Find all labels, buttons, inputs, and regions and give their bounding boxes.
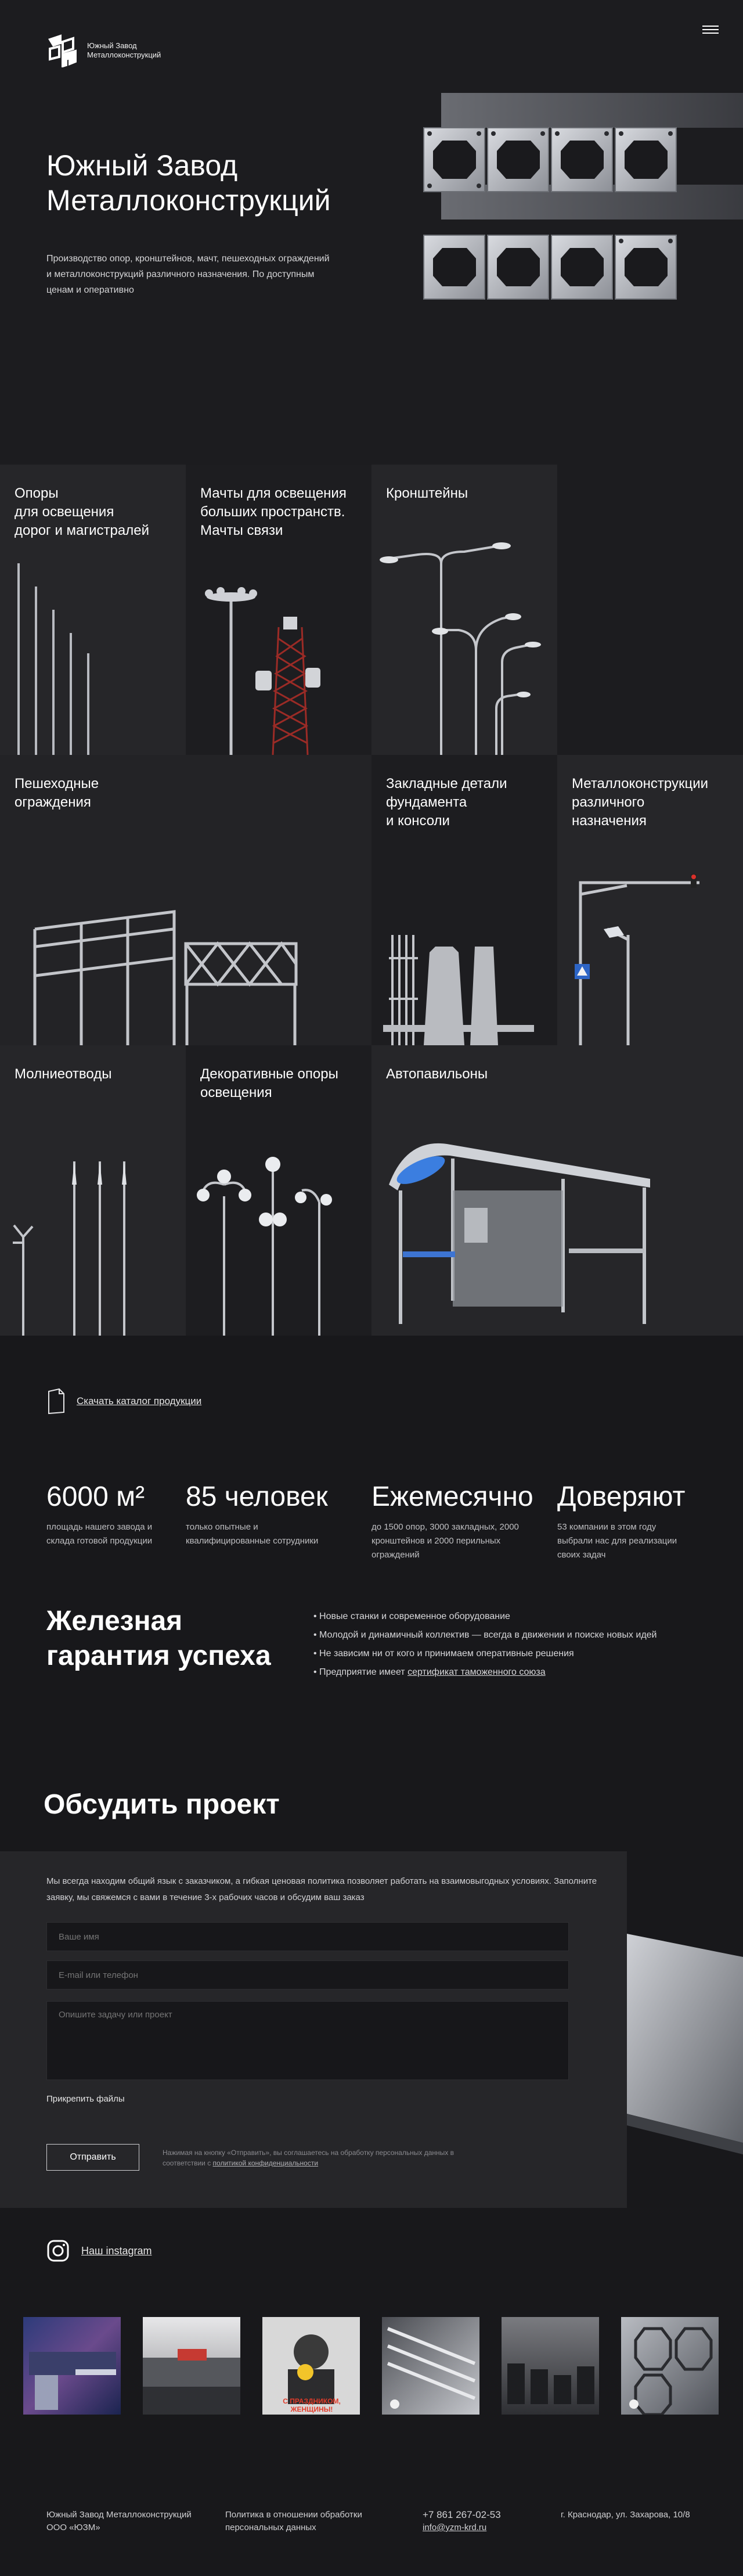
tile-pedestrian-fences[interactable]: [0, 755, 372, 1045]
logo-mark-icon: [46, 34, 80, 67]
tile-title: [15, 1065, 111, 1084]
personal-data-policy-link[interactable]: [225, 2509, 362, 2534]
brackets-image: [372, 465, 557, 755]
tile-lighting-poles[interactable]: [0, 465, 186, 755]
hero-description: Производство опор, кронштейнов, мачт, пешеходных ограждений и металлоконструкций различного назначения. По доступным ценам и оперативно: [46, 254, 330, 295]
document-download-icon: [46, 1388, 66, 1415]
tile-title-line: Опоры: [15, 485, 59, 501]
lightning-rods-image: [0, 1045, 186, 1336]
metal-sheets-image: [627, 1922, 743, 2166]
download-catalog-label: Скачать каталог продукции: [77, 1395, 202, 1406]
download-catalog-link[interactable]: [46, 1388, 201, 1415]
bus-shelter-image: [372, 1045, 743, 1336]
photo-caption: С ПРАЗДНИКОМ, ЖЕНЩИНЫ!: [283, 2397, 341, 2413]
tile-title-line: Мачты для освещения: [200, 485, 347, 501]
tile-title: [572, 775, 708, 830]
tile-title-line: Мачты связи: [200, 523, 283, 538]
contact-field[interactable]: [46, 1960, 569, 1989]
tile-title-line: фундамента: [386, 794, 467, 810]
tile-title: [15, 775, 99, 812]
instagram-icon: [46, 2239, 70, 2262]
guarantee-title-line2: гарантия успеха: [46, 1640, 271, 1671]
stat-value: 6000 м²: [46, 1481, 145, 1512]
guarantee-list: [313, 1607, 720, 1682]
page-title-line2: Металлоконструкций: [46, 184, 331, 217]
tile-title: [15, 484, 149, 540]
guarantee-item-text: Предприятие имеет: [319, 1667, 408, 1677]
tile-empty: [557, 465, 743, 755]
customs-certificate-link[interactable]: сертификат таможенного союза: [407, 1667, 546, 1677]
guarantee-item: • Молодой и динамичный коллектив — всегда в движении и поиске новых идей: [313, 1626, 720, 1645]
tile-title-line: и консоли: [386, 813, 450, 829]
tile-title-line: Декоративные опоры: [200, 1066, 338, 1082]
guarantee-item: • Не зависим ни от кого и принимаем оперативные решения: [313, 1645, 720, 1663]
company-legal-name: ООО «ЮЗМ»: [46, 2523, 100, 2532]
tile-decorative-poles[interactable]: [186, 1045, 372, 1336]
stat-trust: [557, 1480, 731, 1562]
footer-address: г. Краснодар, ул. Захарова, 10/8: [561, 2510, 690, 2520]
tile-title-line: Металлоконструкции: [572, 776, 709, 791]
stat-description: только опытные и квалифицированные сотрудники: [186, 1522, 319, 1546]
guarantee-item: • Новые станки и современное оборудование: [313, 1607, 720, 1626]
consent-prefix: Нажимая на кнопку «Отправить», вы соглашаетесь на обработку персональных данных в соответствии с: [163, 2149, 454, 2167]
instagram-photo[interactable]: [502, 2317, 599, 2415]
tile-title-line: Автопавильоны: [386, 1066, 488, 1082]
guarantee-item: [313, 1663, 720, 1682]
logo-text: [87, 41, 161, 60]
factory-machine-image: [23, 2317, 121, 2415]
company-name: Южный Завод Металлоконструкций: [46, 2510, 192, 2520]
tile-bus-shelters[interactable]: [372, 1045, 743, 1336]
tile-title-line: Кронштейны: [386, 485, 468, 501]
policy-line2: персональных данных: [225, 2523, 316, 2532]
stat-monthly: [372, 1480, 546, 1562]
footer-contacts: [423, 2509, 501, 2534]
tile-title: [200, 484, 347, 540]
instagram-photo[interactable]: [621, 2317, 719, 2415]
tile-title: [386, 484, 468, 503]
form-intro-text: Мы всегда находим общий язык с заказчиком, а гибкая ценовая политика позволяет работать на взаимовыгодных условиях. Заполните заявку, мы свяжемся с вами в течение 3-х рабочих часов и обсудим ваш заказ: [46, 1876, 597, 1902]
instagram-label: Наш instagram: [81, 2244, 152, 2257]
name-field[interactable]: [46, 1922, 569, 1951]
stat-value: Доверяют: [557, 1481, 686, 1512]
tile-title-line: назначения: [572, 813, 647, 829]
hero-steel-poles-image: [418, 87, 743, 343]
task-textarea[interactable]: [46, 2001, 569, 2080]
instagram-photo[interactable]: [262, 2317, 360, 2415]
instagram-photo[interactable]: [382, 2317, 479, 2415]
tile-title-line: для освещения: [15, 504, 114, 520]
tile-title-line: освещения: [200, 1085, 272, 1100]
workshop-image: [502, 2317, 599, 2415]
tile-title: [386, 1065, 488, 1084]
cutting-machine-image: [143, 2317, 240, 2415]
send-button[interactable]: Отправить: [46, 2144, 139, 2171]
stat-description: площадь нашего завода и склада готовой продукции: [46, 1522, 153, 1546]
instagram-link[interactable]: [46, 2239, 152, 2262]
hamburger-menu-icon[interactable]: [702, 23, 719, 36]
consent-text: [163, 2147, 464, 2168]
tile-title: [200, 1065, 338, 1102]
tile-brackets[interactable]: [372, 465, 557, 755]
tile-embedded-parts[interactable]: [372, 755, 557, 1045]
discuss-project-title: Обсудить проект: [44, 1789, 280, 1820]
guarantee-title: [46, 1604, 308, 1674]
stat-description: до 1500 опор, 3000 закладных, 2000 кронштейнов и 2000 перильных ограждений: [372, 1522, 519, 1560]
stat-staff: [186, 1480, 360, 1548]
guarantee-title-line1: Железная: [46, 1606, 183, 1636]
tile-title-line: Пешеходные: [15, 776, 99, 791]
privacy-policy-link[interactable]: политикой конфиденциальности: [212, 2159, 319, 2167]
steel-poles-image: [621, 2317, 719, 2415]
page-title-line1: Южный Завод: [46, 149, 238, 182]
stat-value: Ежемесячно: [372, 1481, 533, 1512]
tile-title-line: Закладные детали: [386, 776, 507, 791]
tile-metal-structures[interactable]: [557, 755, 743, 1045]
logo-line1: Южный Завод: [87, 41, 137, 50]
metal-beams-image: [382, 2317, 479, 2415]
page-title: [46, 148, 430, 218]
instagram-photo[interactable]: [23, 2317, 121, 2415]
logo[interactable]: [46, 34, 161, 67]
catalog-grid: [0, 465, 743, 1336]
policy-line1: Политика в отношении обработки: [225, 2510, 362, 2520]
tile-title-line: ограждения: [15, 794, 91, 810]
tile-title-line: дорог и магистралей: [15, 523, 149, 538]
tile-lightning-rods[interactable]: [0, 1045, 186, 1336]
hero-section: [0, 0, 743, 465]
instagram-photo[interactable]: [143, 2317, 240, 2415]
logo-line2: Металлоконструкций: [87, 51, 161, 59]
email-link[interactable]: info@yzm-krd.ru: [423, 2523, 487, 2532]
stat-description: 53 компании в этом году выбрали нас для реализации своих задач: [557, 1522, 677, 1560]
tile-title-line: различного: [572, 794, 645, 810]
stat-value: 85 человек: [186, 1481, 328, 1512]
phone-link[interactable]: +7 861 267-02-53: [423, 2509, 501, 2520]
tile-masts[interactable]: [186, 465, 372, 755]
tile-title: [386, 775, 507, 830]
tile-title-line: больших пространств.: [200, 504, 345, 520]
attach-files-link[interactable]: Прикрепить файлы: [46, 2094, 125, 2104]
footer-company: [46, 2509, 192, 2534]
tile-title-line: Молниеотводы: [15, 1066, 112, 1082]
